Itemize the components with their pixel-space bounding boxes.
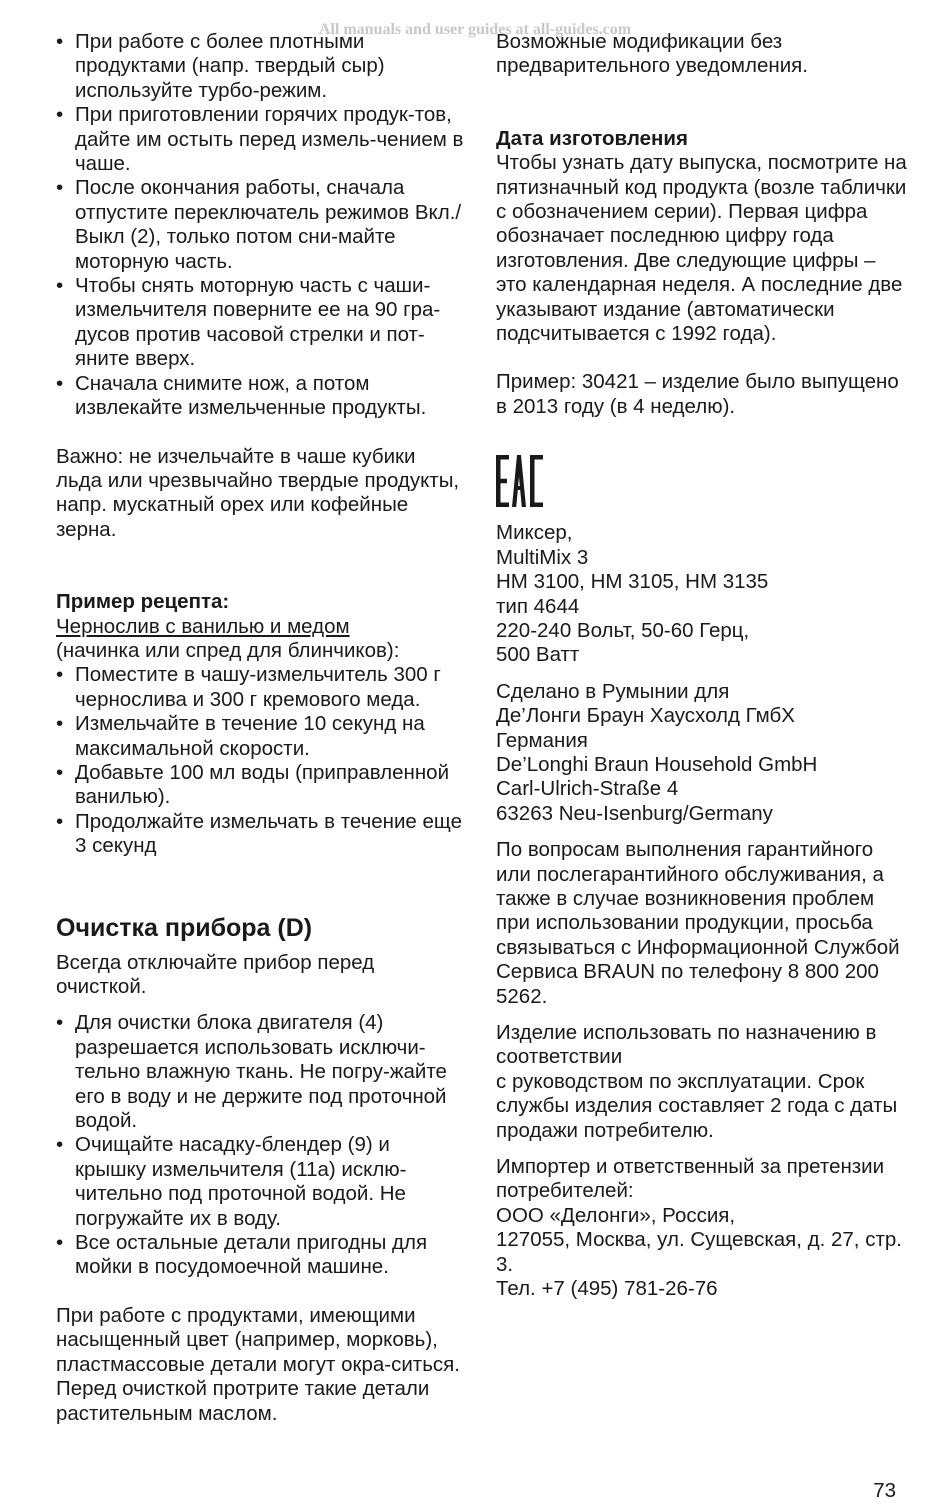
importer-line: Тел. +7 (495) 781-26-76 [496, 1277, 718, 1301]
date-example: Пример: 30421 – изделие было выпущено в 2013 году (в 4 неделю). [496, 370, 899, 418]
service-info: По вопросам выполнения гарантийного или послегарантийного обслуживания, а также в случае возникновения проблем при использовании продукции, просьба связываться с Информационной Службой Сервиса BRAUN по телефону 8 800 200 5262. [496, 838, 900, 1008]
cleaning-steps-list [56, 1011, 466, 1279]
cleaning-intro: Всегда отключайте прибор перед очисткой. [56, 950, 375, 998]
manufacturer-line: De’Longhi Braun Household GmbH [496, 752, 818, 776]
list-item: • Для очистки блока двигателя (4) разрешается использовать исключи-тельно влажную ткань. Не погру-жайте его в воду и не держите под проточной водой. [56, 1011, 466, 1133]
list-item: • Добавьте 100 мл воды (приправленной ванилью). [56, 761, 466, 810]
list-item: • Продолжайте измельчать в течение еще 3 секунд [56, 810, 466, 859]
manufacturer-info [496, 680, 911, 826]
manufacturer-line: Сделано в Румынии для [496, 679, 730, 703]
usage-line: Изделие использовать по назначению в соответствии [496, 1021, 877, 1069]
product-info [496, 521, 911, 667]
product-line: тип 4644 [496, 594, 580, 618]
list-item: • Чтобы снять моторную часть с чаши-измельчителя поверните ее на 90 гра-дусов против часовой стрелки и пот-яните вверх. [56, 274, 466, 372]
product-line: HM 3100, HM 3105, HM 3135 [496, 570, 769, 594]
manufacturer-line: 63263 Neu-Isenburg/Germany [496, 801, 773, 825]
list-item: • Сначала снимите нож, а потом извлекайте измельченные продукты. [56, 372, 466, 421]
modifications-note: Возможные модификации без предварительного уведомления. [496, 30, 808, 78]
recipe-steps-list [56, 663, 466, 858]
product-line: MultiMix 3 [496, 545, 589, 569]
cleaning-heading: Очистка прибора (D) [56, 913, 313, 942]
list-item: • Измельчайте в течение 10 секунд на максимальной скорости. [56, 712, 466, 761]
importer-info [496, 1155, 911, 1301]
usage-line: с руководством по эксплуатации. Срок службы изделия составляет 2 года с даты продажи потребителю. [496, 1069, 898, 1142]
manufacturer-line: Carl-Ulrich-Straße 4 [496, 777, 679, 801]
list-item: • После окончания работы, сначала отпустите переключатель режимов Вкл./Выкл (2), только потом сни-майте моторную часть. [56, 176, 466, 274]
date-text: Чтобы узнать дату выпуска, посмотрите на пятизначный код продукта (возле таблички с обозначением серии). Первая цифра обозначает последнюю цифру года изготовления. Две следующие цифры – это календарная неделя. А последние две указывают издание (автоматически подсчитывается с 1992 года). [496, 151, 907, 346]
recipe-subtitle: (начинка или спред для блинчиков): [56, 638, 400, 662]
product-line: Миксер, [496, 521, 573, 545]
right-column [496, 30, 911, 1301]
importer-line: 127055, Москва, ул. Сущевская, д. 27, стр. 3. [496, 1228, 902, 1276]
recipe-name: Чернослив с ванилью и медом [56, 614, 350, 638]
page-number: 73 [873, 1479, 896, 1502]
product-line: 500 Ватт [496, 643, 580, 667]
watermark: All manuals and user guides at all-guides.com [318, 21, 632, 38]
usage-tips-list [56, 30, 466, 421]
list-item: • Очищайте насадку-блендер (9) и крышку измельчителя (11a) исклю-чительно под проточной водой. Не погружайте их в воду. [56, 1133, 466, 1231]
list-item: • Все остальные детали пригодны для мойки в посудомоечной машине. [56, 1231, 466, 1280]
date-heading: Дата изготовления [496, 126, 688, 150]
usage-info [496, 1021, 911, 1143]
list-item: • При приготовлении горячих продук-тов, дайте им остыть перед измель-чением в чаше. [56, 103, 466, 176]
product-line: 220-240 Вольт, 50-60 Герц, [496, 618, 750, 642]
left-column [56, 30, 466, 1426]
recipe-heading: Пример рецепта: [56, 590, 230, 614]
importer-line: Импортер и ответственный за претензии потребителей: [496, 1155, 885, 1203]
list-item: • При работе с более плотными продуктами (напр. твердый сыр) используйте турбо-режим. [56, 30, 466, 103]
cleaning-note: При работе с продуктами, имеющими насыщенный цвет (например, морковь), пластмассовые детали могут окра-ситься. Перед очисткой протрите такие детали растительным маслом. [56, 1303, 460, 1425]
importer-line: ООО «Делонги», Россия, [496, 1203, 736, 1227]
manufacturer-line: Германия [496, 728, 588, 752]
eac-logo-icon [496, 455, 544, 507]
important-note: Важно: не изчельчайте в чаше кубики льда или чрезвычайно твердые продукты, напр. мускатный орех или кофейные зерна. [56, 444, 460, 541]
manufacturer-line: Де’Лонги Браун Хаусхолд ГмбХ [496, 704, 795, 728]
eac-mark-icon [496, 455, 556, 511]
list-item: • Поместите в чашу-измельчитель 300 г чернослива и 300 г кремового меда. [56, 663, 466, 712]
